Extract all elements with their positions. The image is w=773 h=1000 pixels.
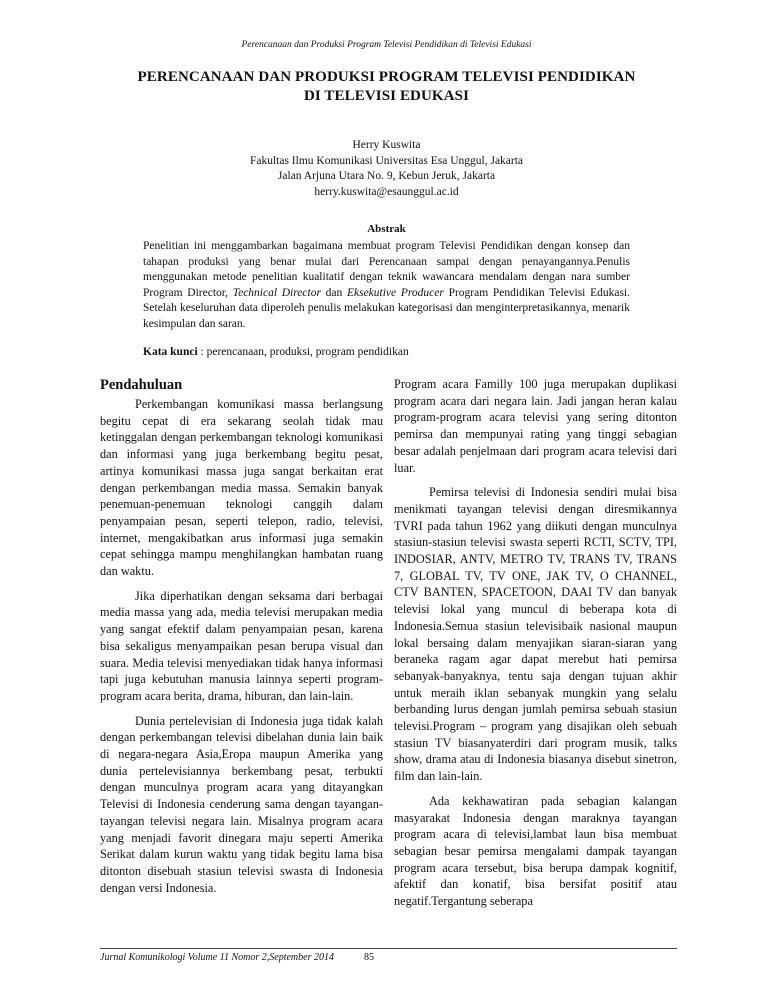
abstract-text-1: Penelitian ini menggambarkan bagaimana membuat program Televisi Pendidikan dengan konsep dan tahapan produksi yang benar mulai dari Perencanaan sampai dengan penayangannya.Penulis menggunakan metode penelitian kualitatif dengan teknik wawancara mendalam dengan nara sumber Program Director,: [143, 240, 630, 299]
author-email: herry.kuswita@esaunggul.ac.id: [314, 185, 459, 198]
keywords-label: Kata kunci: [143, 346, 198, 358]
abstract-italic-1: Technical Director: [232, 286, 321, 299]
author-block: [0, 138, 773, 200]
keywords-text: : perencanaan, produksi, program pendidikan: [197, 346, 409, 358]
footer: [100, 952, 374, 963]
title-line-1: PERENCANAAN DAN PRODUKSI PROGRAM TELEVISI PENDIDIKAN: [137, 69, 636, 85]
paper-title: [80, 68, 693, 106]
keywords: [143, 345, 630, 360]
abstract-heading: Abstrak: [367, 223, 406, 235]
left-paragraph-1: Perkembangan komunikasi massa berlangsung begitu cepat di era sekarang seolah tidak mau ketinggalan dengan perkembangan teknologi komunikasi dan informasi yang juga berkembang begitu pesat, artinya komunikasi massa juga sangat berkaitan erat dengan perkembangan media massa. Semakin banyak penemuan-penemuan teknologi canggih dalam penyampaian pesan, seperti telepon, radio, televisi, internet, mengakibatkan arus informasi juga semakin cepat sehingga mampu menghilangkan hambatan ruang dan waktu.: [100, 397, 383, 579]
abstract-body: [143, 239, 630, 332]
section-heading: Pendahuluan: [100, 377, 183, 393]
left-paragraph-2: Jika diperhatikan dengan seksama dari berbagai media massa yang ada, media televisi merupakan media yang sangat efektif dalam penyampaian pesan, karena bisa sekaligus menyampaikan pesan berupa visual dan suara. Media televisi menyediakan tidak hanya informasi tapi juga kebutuhan manusia lainnya seperti program-program acara berita, drama, hiburan, dan lain-lain.: [100, 588, 383, 703]
page-number: 85: [363, 952, 374, 963]
right-column: [394, 376, 677, 918]
abstract-italic-2: Eksekutive Producer: [346, 286, 444, 299]
footer-rule: [100, 948, 677, 949]
right-paragraph-3: Ada kekhawatiran pada sebagian kalangan masyarakat Indonesia dengan maraknya tayangan program acara di televisi,lambat laun bisa membuat sebagian besar pemirsa mengalami dampak tayangan program acara tersebut, bisa berupa dampak kognitif, afektif dan konatif, bisa bersifat positif atau negatif.Tergantung seberapa: [394, 793, 677, 909]
left-paragraph-3: Dunia pertelevisian di Indonesia juga tidak kalah dengan perkembangan televisi dibelahan dunia lain baik di negara-negara Asia,Eropa maupun Amerika yang dunia pertelevisiannya berkembang pesat, terbukti dengan munculnya program acara yang ditayangkan Televisi di Indonesia cenderung sama dengan tayangan-tayangan televisi negara lain. Misalnya program acara yang menjadi favorit dinegara maju seperti Amerika Serikat dalam kurun waktu yang tidak begitu lama bisa ditonton disebuah stasiun televisi swasta di Indonesia dengan versi Indonesia.: [100, 713, 383, 895]
author-name: Herry Kuswita: [352, 139, 421, 151]
journal-citation: Jurnal Komunikologi Volume 11 Nomor 2,September 2014: [100, 952, 334, 963]
abstract-text-2: dan: [320, 286, 347, 299]
title-line-2: DI TELEVISI EDUKASI: [303, 88, 470, 104]
right-paragraph-1: Program acara Familly 100 juga merupakan duplikasi program acara dari negara lain. Jadi jangan heran kalau program-program acara televisi yang sering ditonton pemirsa dan mempunyai rating yang tinggi sebagian besar adalah penjelmaan dari program acara televisi dari luar.: [394, 377, 677, 475]
abstract-text-3: Program Pendidikan Televisi Edukasi. Setelah keseluruhan data diperoleh penulis melakukan kategorisasi dan menginterpretasikannya, menarik kesimpulan dan saran.: [143, 286, 630, 330]
right-paragraph-2: Pemirsa televisi di Indonesia sendiri mulai bisa menikmati tayangan televisi dengan diresmikannya TVRI pada tahun 1962 yang diikuti dengan munculnya stasiun-stasiun televisi swasta seperti RCTI, SCTV, TPI, INDOSIAR, ANTV, METRO TV, TRANS TV, TRANS 7, GLOBAL TV, TV ONE, JAK TV, O CHANNEL, CTV BANTEN, SPACETOON, DAAI TV dan banyak televisi lokal yang muncul di beberapa kota di Indonesia.Semua stasiun televisibaik nasional maupun lokal bersaing dalam menyajikan siaran-siaran yang beraneka ragam agar dapat merebut hati pemirsa sebanyak-banyaknya, tentu saja dengan tujuan akhir untuk meraih iklan sebanyak mungkin yang selalu berbanding lurus dengan jumlah pemirsa sebuah stasiun televisi.Program – program yang disajikan oleh sebuah stasiun TV biasanyaterdiri dari program musik, talks show, drama atau di Indonesia biasanya disebut sinetron, film dan lain-lain.: [394, 485, 677, 784]
running-head: Perencanaan dan Produksi Program Televisi Pendidikan di Televisi Edukasi: [241, 40, 532, 50]
author-address: Jalan Arjuna Utara No. 9, Kebun Jeruk, Jakarta: [277, 170, 496, 182]
author-affiliation: Fakultas Ilmu Komunikasi Universitas Esa Unggul, Jakarta: [249, 154, 524, 167]
left-column: [100, 376, 383, 904]
